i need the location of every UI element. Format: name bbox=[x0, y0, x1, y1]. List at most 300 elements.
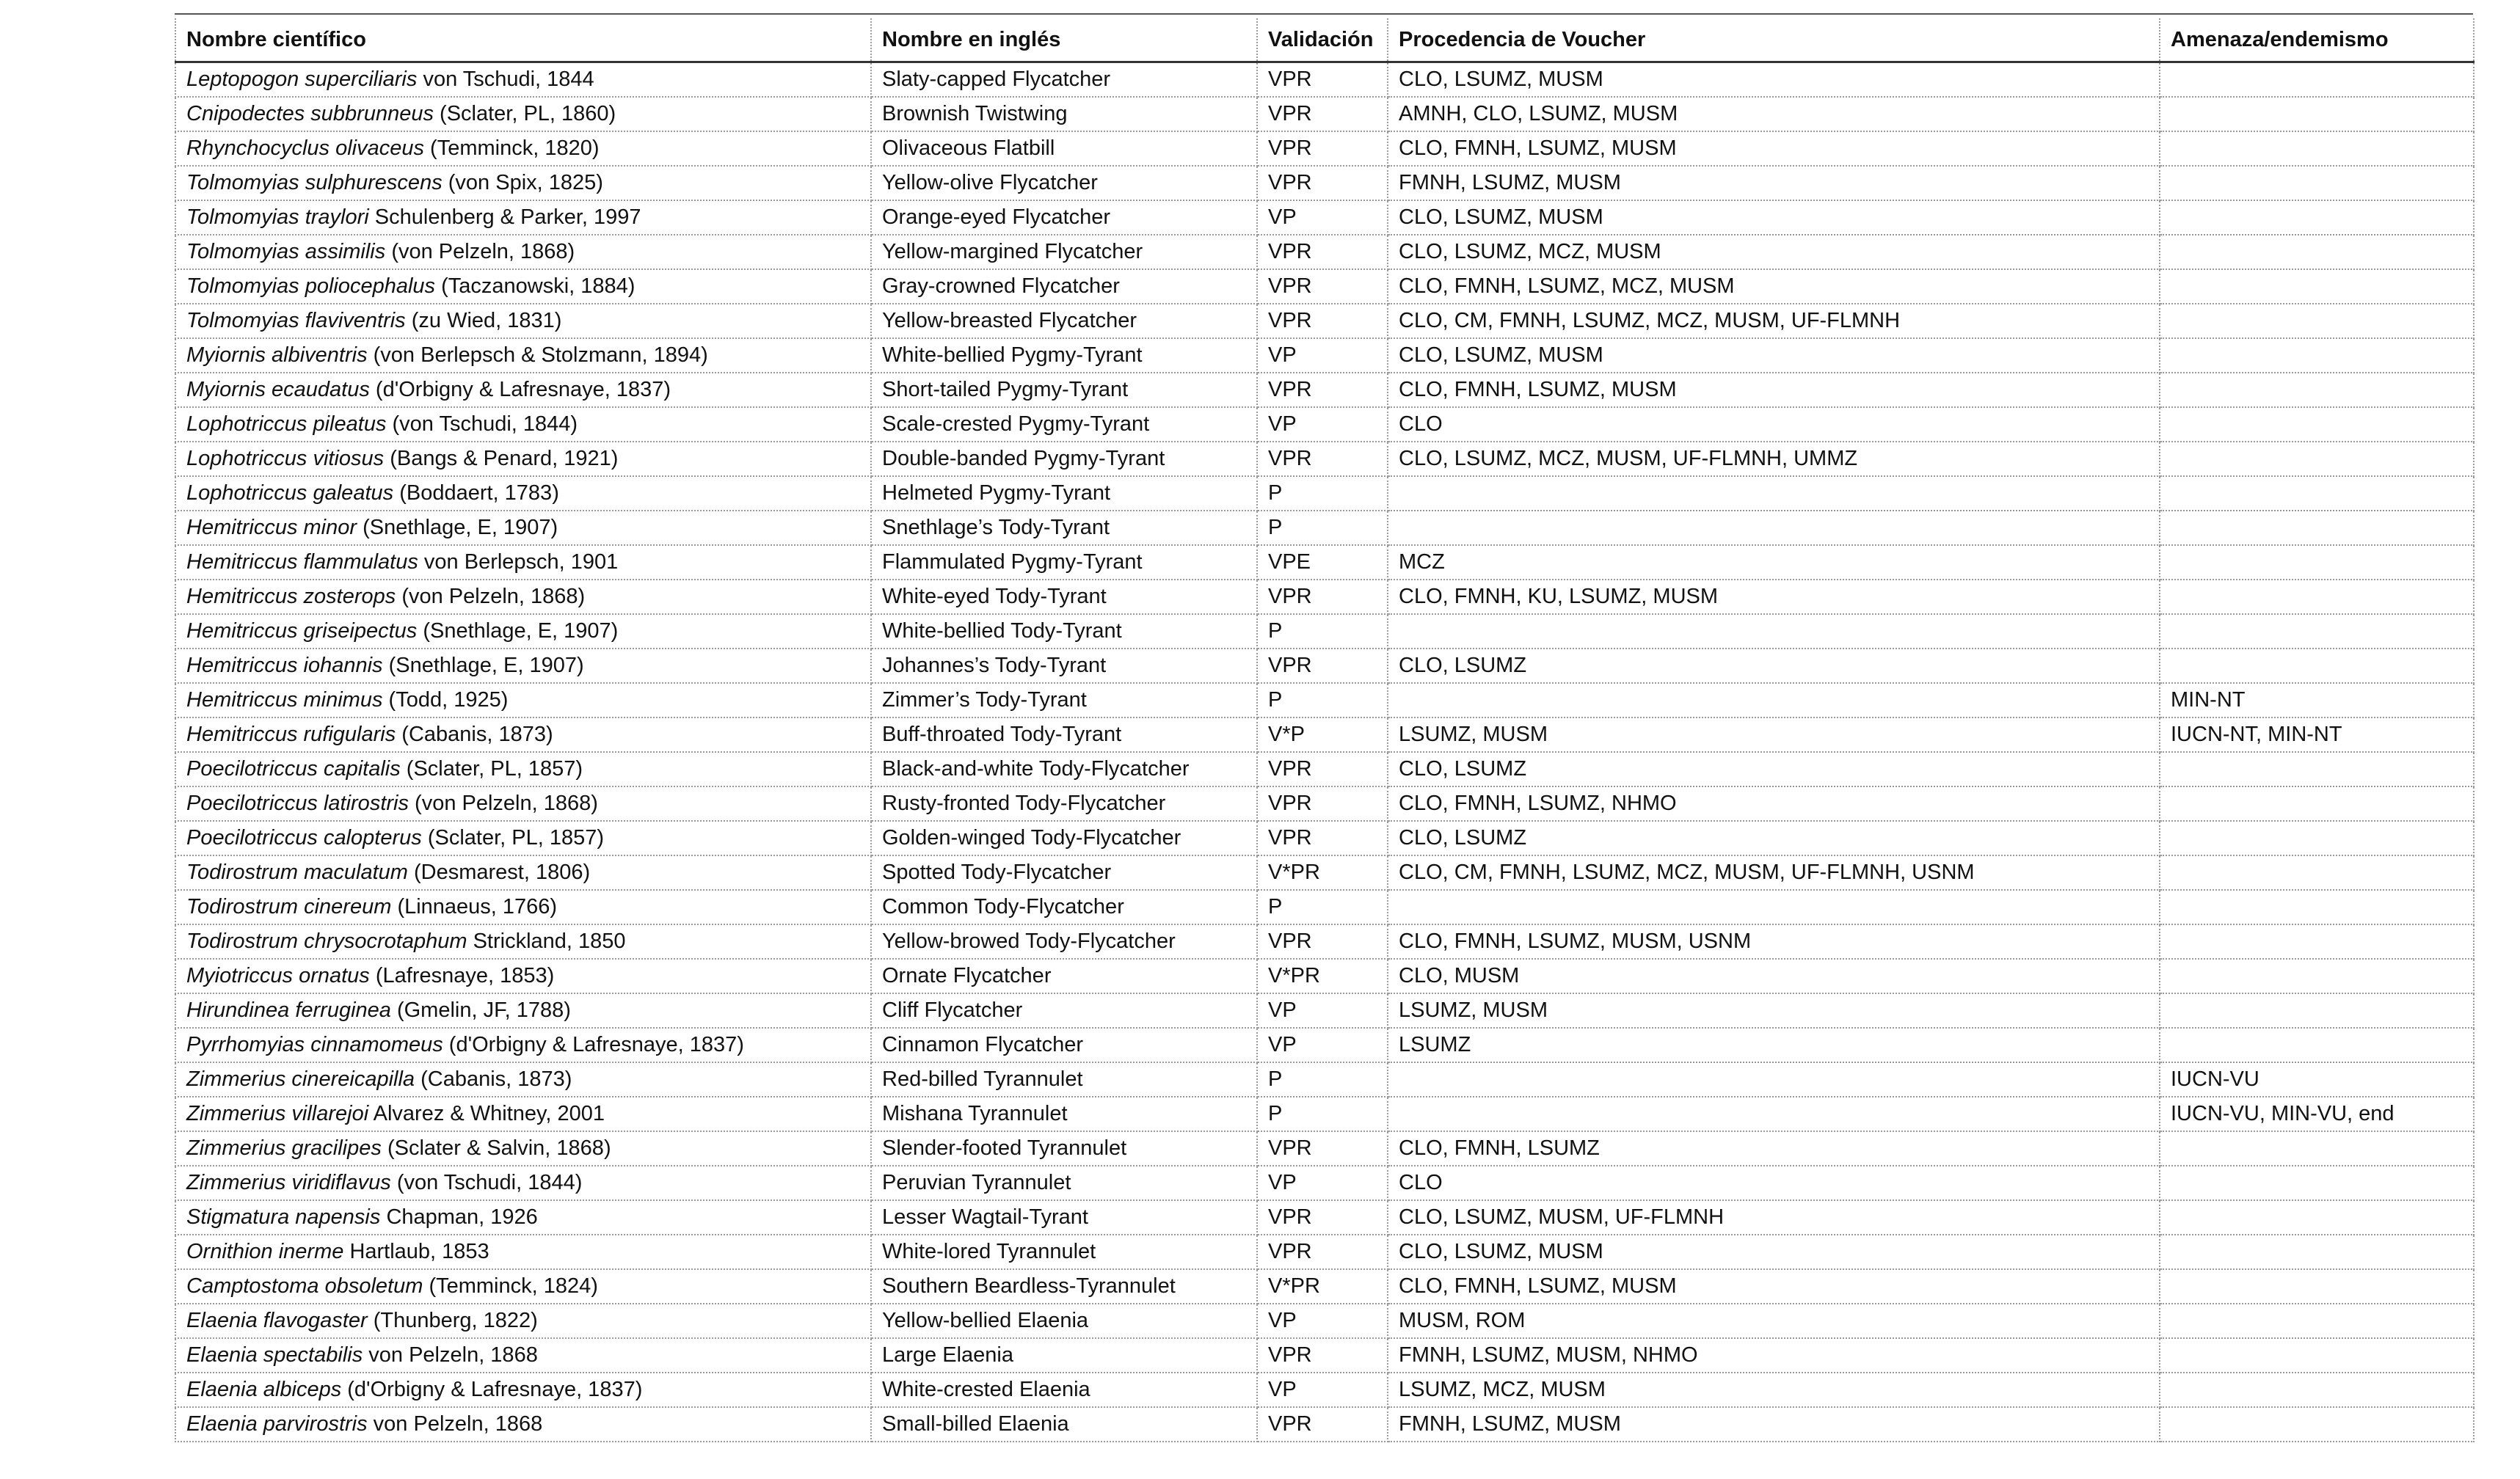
threat-cell bbox=[2160, 338, 2474, 373]
voucher-cell: CLO, LSUMZ bbox=[1388, 649, 2160, 683]
english-name-cell: Flammulated Pygmy-Tyrant bbox=[871, 545, 1257, 580]
threat-cell: IUCN-VU, MIN-VU, end bbox=[2160, 1097, 2474, 1131]
english-name-cell: Gray-crowned Flycatcher bbox=[871, 269, 1257, 304]
table-row bbox=[175, 855, 2474, 890]
table-row bbox=[175, 821, 2474, 855]
genus-species: Myiornis ecaudatus bbox=[186, 378, 370, 401]
english-name-cell: White-eyed Tody-Tyrant bbox=[871, 580, 1257, 614]
authority: (Sclater, PL, 1857) bbox=[406, 757, 583, 781]
threat-cell: IUCN-NT, MIN-NT bbox=[2160, 717, 2474, 752]
threat-cell bbox=[2160, 959, 2474, 993]
scientific-name-cell bbox=[175, 1097, 871, 1131]
validation-cell: VPR bbox=[1257, 649, 1388, 683]
voucher-cell: FMNH, LSUMZ, MUSM bbox=[1388, 166, 2160, 200]
validation-cell: P bbox=[1257, 511, 1388, 545]
threat-cell bbox=[2160, 166, 2474, 200]
scientific-name-cell bbox=[175, 407, 871, 442]
threat-cell bbox=[2160, 1304, 2474, 1338]
table-row bbox=[175, 649, 2474, 683]
table-row bbox=[175, 511, 2474, 545]
validation-cell: V*PR bbox=[1257, 855, 1388, 890]
scientific-name-cell bbox=[175, 338, 871, 373]
genus-species: Todirostrum chrysocrotaphum bbox=[186, 930, 467, 953]
validation-cell: P bbox=[1257, 683, 1388, 717]
scientific-name-cell bbox=[175, 269, 871, 304]
threat-cell bbox=[2160, 614, 2474, 649]
validation-cell: VPR bbox=[1257, 752, 1388, 786]
table-row bbox=[175, 890, 2474, 924]
genus-species: Tolmomyias sulphurescens bbox=[186, 171, 443, 194]
genus-species: Pyrrhomyias cinnamomeus bbox=[186, 1033, 443, 1056]
authority: von Berlepsch, 1901 bbox=[423, 550, 619, 574]
genus-species: Elaenia spectabilis bbox=[186, 1343, 363, 1367]
english-name-cell: Orange-eyed Flycatcher bbox=[871, 200, 1257, 235]
scientific-name-cell bbox=[175, 752, 871, 786]
english-name-cell: White-bellied Tody-Tyrant bbox=[871, 614, 1257, 649]
species-table-body bbox=[175, 62, 2474, 1442]
genus-species: Elaenia flavogaster bbox=[186, 1309, 368, 1332]
validation-cell: V*PR bbox=[1257, 959, 1388, 993]
voucher-cell: FMNH, LSUMZ, MUSM bbox=[1388, 1407, 2160, 1442]
genus-species: Tolmomyias poliocephalus bbox=[186, 274, 436, 298]
genus-species: Todirostrum cinereum bbox=[186, 895, 392, 919]
scientific-name-cell bbox=[175, 1235, 871, 1269]
validation-cell: VP bbox=[1257, 993, 1388, 1028]
genus-species: Tolmomyias flaviventris bbox=[186, 309, 406, 332]
english-name-cell: Spotted Tody-Flycatcher bbox=[871, 855, 1257, 890]
genus-species: Poecilotriccus latirostris bbox=[186, 792, 409, 815]
table-row bbox=[175, 993, 2474, 1028]
voucher-cell: AMNH, CLO, LSUMZ, MUSM bbox=[1388, 97, 2160, 131]
authority: von Pelzeln, 1868 bbox=[373, 1412, 543, 1436]
threat-cell bbox=[2160, 580, 2474, 614]
authority: (Todd, 1925) bbox=[388, 688, 509, 712]
authority: (Sclater & Salvin, 1868) bbox=[387, 1136, 611, 1160]
threat-cell bbox=[2160, 1338, 2474, 1373]
authority: (Lafresnaye, 1853) bbox=[375, 964, 555, 987]
authority: (von Spix, 1825) bbox=[448, 171, 603, 194]
threat-cell bbox=[2160, 1131, 2474, 1166]
table-row bbox=[175, 131, 2474, 166]
validation-cell: VP bbox=[1257, 1304, 1388, 1338]
threat-cell bbox=[2160, 304, 2474, 338]
table-row bbox=[175, 200, 2474, 235]
validation-cell: V*PR bbox=[1257, 1269, 1388, 1304]
validation-cell: VPR bbox=[1257, 235, 1388, 269]
validation-cell: VP bbox=[1257, 338, 1388, 373]
validation-cell: VPR bbox=[1257, 269, 1388, 304]
authority: (Desmarest, 1806) bbox=[414, 861, 591, 884]
voucher-cell: CLO, FMNH, KU, LSUMZ, MUSM bbox=[1388, 580, 2160, 614]
voucher-cell: CLO, CM, FMNH, LSUMZ, MCZ, MUSM, UF-FLMNH, USNM bbox=[1388, 855, 2160, 890]
validation-cell: VPR bbox=[1257, 97, 1388, 131]
table-row bbox=[175, 373, 2474, 407]
validation-cell: VP bbox=[1257, 1373, 1388, 1407]
genus-species: Lophotriccus galeatus bbox=[186, 481, 394, 505]
table-row bbox=[175, 1097, 2474, 1131]
english-name-cell: Brownish Twistwing bbox=[871, 97, 1257, 131]
validation-cell: VPR bbox=[1257, 1235, 1388, 1269]
genus-species: Rhynchocyclus olivaceus bbox=[186, 136, 424, 160]
genus-species: Hemitriccus rufigularis bbox=[186, 723, 396, 746]
scientific-name-cell bbox=[175, 545, 871, 580]
validation-cell: VP bbox=[1257, 407, 1388, 442]
table-row bbox=[175, 1338, 2474, 1373]
scientific-name-cell bbox=[175, 1131, 871, 1166]
english-name-cell: Scale-crested Pygmy-Tyrant bbox=[871, 407, 1257, 442]
genus-species: Poecilotriccus calopterus bbox=[186, 826, 422, 850]
scientific-name-cell bbox=[175, 1062, 871, 1097]
scientific-name-cell bbox=[175, 1407, 871, 1442]
threat-cell bbox=[2160, 97, 2474, 131]
header-scientific-name: Nombre científico bbox=[175, 18, 871, 62]
scientific-name-cell bbox=[175, 649, 871, 683]
genus-species: Zimmerius villarejoi bbox=[186, 1102, 369, 1125]
validation-cell: P bbox=[1257, 1097, 1388, 1131]
table-row bbox=[175, 442, 2474, 476]
threat-cell bbox=[2160, 649, 2474, 683]
voucher-cell bbox=[1388, 683, 2160, 717]
english-name-cell: Black-and-white Tody-Flycatcher bbox=[871, 752, 1257, 786]
authority: (Linnaeus, 1766) bbox=[397, 895, 558, 919]
authority: (zu Wied, 1831) bbox=[411, 309, 562, 332]
voucher-cell: CLO, FMNH, LSUMZ, MCZ, MUSM bbox=[1388, 269, 2160, 304]
validation-cell: VPR bbox=[1257, 166, 1388, 200]
threat-cell bbox=[2160, 131, 2474, 166]
english-name-cell: Golden-winged Tody-Flycatcher bbox=[871, 821, 1257, 855]
scientific-name-cell bbox=[175, 97, 871, 131]
voucher-cell: CLO bbox=[1388, 1166, 2160, 1200]
authority: (Temminck, 1824) bbox=[429, 1274, 598, 1298]
threat-cell bbox=[2160, 235, 2474, 269]
authority: (von Tschudi, 1844) bbox=[396, 1171, 583, 1194]
voucher-cell bbox=[1388, 1097, 2160, 1131]
table-row bbox=[175, 752, 2474, 786]
scientific-name-cell bbox=[175, 1373, 871, 1407]
genus-species: Ornithion inerme bbox=[186, 1240, 344, 1263]
scientific-name-cell bbox=[175, 1304, 871, 1338]
authority: von Pelzeln, 1868 bbox=[368, 1343, 538, 1367]
table-row bbox=[175, 786, 2474, 821]
validation-cell: VP bbox=[1257, 200, 1388, 235]
authority: (von Pelzeln, 1868) bbox=[401, 585, 586, 608]
authority: Chapman, 1926 bbox=[386, 1205, 538, 1229]
threat-cell bbox=[2160, 1200, 2474, 1235]
voucher-cell: CLO, LSUMZ, MUSM, UF-FLMNH bbox=[1388, 1200, 2160, 1235]
scientific-name-cell bbox=[175, 235, 871, 269]
english-name-cell: White-lored Tyrannulet bbox=[871, 1235, 1257, 1269]
table-row bbox=[175, 1166, 2474, 1200]
scientific-name-cell bbox=[175, 166, 871, 200]
authority: (d'Orbigny & Lafresnaye, 1837) bbox=[375, 378, 671, 401]
authority: Hartlaub, 1853 bbox=[349, 1240, 489, 1263]
threat-cell bbox=[2160, 855, 2474, 890]
scientific-name-cell bbox=[175, 821, 871, 855]
validation-cell: VPR bbox=[1257, 373, 1388, 407]
voucher-cell: CLO, MUSM bbox=[1388, 959, 2160, 993]
header-validation: Validación bbox=[1257, 18, 1388, 62]
validation-cell: VPR bbox=[1257, 62, 1388, 98]
table-row bbox=[175, 1062, 2474, 1097]
voucher-cell: CLO, LSUMZ, MUSM bbox=[1388, 338, 2160, 373]
genus-species: Zimmerius cinereicapilla bbox=[186, 1067, 415, 1091]
scientific-name-cell bbox=[175, 1269, 871, 1304]
threat-cell bbox=[2160, 200, 2474, 235]
genus-species: Zimmerius viridiflavus bbox=[186, 1171, 391, 1194]
validation-cell: VP bbox=[1257, 1028, 1388, 1062]
scientific-name-cell bbox=[175, 580, 871, 614]
table-row bbox=[175, 235, 2474, 269]
top-rule bbox=[175, 13, 2473, 15]
voucher-cell: CLO, LSUMZ, MUSM bbox=[1388, 62, 2160, 98]
genus-species: Tolmomyias traylori bbox=[186, 205, 369, 229]
threat-cell bbox=[2160, 924, 2474, 959]
authority: (von Berlepsch & Stolzmann, 1894) bbox=[373, 343, 708, 367]
voucher-cell: CLO, LSUMZ bbox=[1388, 821, 2160, 855]
voucher-cell: LSUMZ bbox=[1388, 1028, 2160, 1062]
table-row bbox=[175, 476, 2474, 511]
scientific-name-cell bbox=[175, 1166, 871, 1200]
genus-species: Stigmatura napensis bbox=[186, 1205, 381, 1229]
authority: (Taczanowski, 1884) bbox=[441, 274, 636, 298]
voucher-cell bbox=[1388, 1062, 2160, 1097]
voucher-cell: CLO, LSUMZ, MCZ, MUSM bbox=[1388, 235, 2160, 269]
genus-species: Camptostoma obsoletum bbox=[186, 1274, 423, 1298]
english-name-cell: Zimmer’s Tody-Tyrant bbox=[871, 683, 1257, 717]
threat-cell bbox=[2160, 511, 2474, 545]
english-name-cell: Yellow-margined Flycatcher bbox=[871, 235, 1257, 269]
validation-cell: P bbox=[1257, 614, 1388, 649]
table-row bbox=[175, 1269, 2474, 1304]
english-name-cell: Snethlage’s Tody-Tyrant bbox=[871, 511, 1257, 545]
scientific-name-cell bbox=[175, 304, 871, 338]
table-row bbox=[175, 959, 2474, 993]
table-row bbox=[175, 545, 2474, 580]
english-name-cell: Common Tody-Flycatcher bbox=[871, 890, 1257, 924]
threat-cell bbox=[2160, 476, 2474, 511]
scientific-name-cell bbox=[175, 1028, 871, 1062]
authority: (Bangs & Penard, 1921) bbox=[390, 447, 619, 470]
authority: (Boddaert, 1783) bbox=[399, 481, 559, 505]
genus-species: Cnipodectes subbrunneus bbox=[186, 102, 434, 125]
english-name-cell: White-bellied Pygmy-Tyrant bbox=[871, 338, 1257, 373]
english-name-cell: Helmeted Pygmy-Tyrant bbox=[871, 476, 1257, 511]
voucher-cell bbox=[1388, 614, 2160, 649]
genus-species: Hemitriccus minor bbox=[186, 516, 357, 539]
voucher-cell: CLO, FMNH, LSUMZ, MUSM bbox=[1388, 1269, 2160, 1304]
threat-cell bbox=[2160, 407, 2474, 442]
voucher-cell: FMNH, LSUMZ, MUSM, NHMO bbox=[1388, 1338, 2160, 1373]
table-row bbox=[175, 924, 2474, 959]
threat-cell bbox=[2160, 786, 2474, 821]
scientific-name-cell bbox=[175, 511, 871, 545]
validation-cell: VP bbox=[1257, 1166, 1388, 1200]
header-voucher-origin: Procedencia de Voucher bbox=[1388, 18, 2160, 62]
validation-cell: VPR bbox=[1257, 131, 1388, 166]
threat-cell bbox=[2160, 269, 2474, 304]
authority: (Cabanis, 1873) bbox=[401, 723, 553, 746]
genus-species: Hemitriccus minimus bbox=[186, 688, 383, 712]
authority: (Cabanis, 1873) bbox=[420, 1067, 572, 1091]
validation-cell: VPR bbox=[1257, 821, 1388, 855]
genus-species: Hemitriccus iohannis bbox=[186, 654, 383, 677]
species-table bbox=[175, 18, 2475, 1442]
voucher-cell: CLO, FMNH, LSUMZ, MUSM bbox=[1388, 373, 2160, 407]
threat-cell: IUCN-VU bbox=[2160, 1062, 2474, 1097]
validation-cell: VPR bbox=[1257, 1200, 1388, 1235]
threat-cell bbox=[2160, 1373, 2474, 1407]
scientific-name-cell bbox=[175, 855, 871, 890]
validation-cell: VPR bbox=[1257, 1338, 1388, 1373]
table-row bbox=[175, 683, 2474, 717]
voucher-cell: CLO, FMNH, LSUMZ, MUSM, USNM bbox=[1388, 924, 2160, 959]
authority: (Snethlage, E, 1907) bbox=[423, 619, 619, 643]
genus-species: Lophotriccus vitiosus bbox=[186, 447, 385, 470]
threat-cell bbox=[2160, 1235, 2474, 1269]
authority: (Sclater, PL, 1857) bbox=[427, 826, 605, 850]
scientific-name-cell bbox=[175, 717, 871, 752]
genus-species: Elaenia albiceps bbox=[186, 1378, 342, 1401]
scientific-name-cell bbox=[175, 62, 871, 98]
english-name-cell: Rusty-fronted Tody-Flycatcher bbox=[871, 786, 1257, 821]
table-row bbox=[175, 407, 2474, 442]
english-name-cell: White-crested Elaenia bbox=[871, 1373, 1257, 1407]
scientific-name-cell bbox=[175, 614, 871, 649]
scientific-name-cell bbox=[175, 131, 871, 166]
genus-species: Myiornis albiventris bbox=[186, 343, 368, 367]
genus-species: Tolmomyias assimilis bbox=[186, 240, 386, 263]
table-row bbox=[175, 304, 2474, 338]
scientific-name-cell bbox=[175, 442, 871, 476]
genus-species: Lophotriccus pileatus bbox=[186, 412, 387, 436]
threat-cell bbox=[2160, 821, 2474, 855]
english-name-cell: Johannes’s Tody-Tyrant bbox=[871, 649, 1257, 683]
threat-cell bbox=[2160, 890, 2474, 924]
genus-species: Todirostrum maculatum bbox=[186, 861, 408, 884]
voucher-cell: CLO, FMNH, LSUMZ, NHMO bbox=[1388, 786, 2160, 821]
english-name-cell: Yellow-breasted Flycatcher bbox=[871, 304, 1257, 338]
scientific-name-cell bbox=[175, 993, 871, 1028]
scientific-name-cell bbox=[175, 476, 871, 511]
english-name-cell: Ornate Flycatcher bbox=[871, 959, 1257, 993]
genus-species: Hirundinea ferruginea bbox=[186, 998, 391, 1022]
genus-species: Hemitriccus zosterops bbox=[186, 585, 396, 608]
voucher-cell: MCZ bbox=[1388, 545, 2160, 580]
validation-cell: VPR bbox=[1257, 580, 1388, 614]
header-row bbox=[175, 18, 2474, 62]
voucher-cell bbox=[1388, 476, 2160, 511]
threat-cell bbox=[2160, 1269, 2474, 1304]
scientific-name-cell bbox=[175, 373, 871, 407]
genus-species: Leptopogon superciliaris bbox=[186, 67, 418, 91]
table-row bbox=[175, 1304, 2474, 1338]
table-row bbox=[175, 717, 2474, 752]
validation-cell: P bbox=[1257, 476, 1388, 511]
table-row bbox=[175, 1200, 2474, 1235]
voucher-cell: MUSM, ROM bbox=[1388, 1304, 2160, 1338]
english-name-cell: Red-billed Tyrannulet bbox=[871, 1062, 1257, 1097]
header-english-name: Nombre en inglés bbox=[871, 18, 1257, 62]
english-name-cell: Mishana Tyrannulet bbox=[871, 1097, 1257, 1131]
validation-cell: VPR bbox=[1257, 1407, 1388, 1442]
voucher-cell: CLO, CM, FMNH, LSUMZ, MCZ, MUSM, UF-FLMNH bbox=[1388, 304, 2160, 338]
threat-cell bbox=[2160, 752, 2474, 786]
threat-cell bbox=[2160, 442, 2474, 476]
table-row bbox=[175, 1407, 2474, 1442]
voucher-cell: CLO, LSUMZ, MCZ, MUSM, UF-FLMNH, UMMZ bbox=[1388, 442, 2160, 476]
scientific-name-cell bbox=[175, 200, 871, 235]
authority: (Thunberg, 1822) bbox=[373, 1309, 538, 1332]
authority: (Snethlage, E, 1907) bbox=[363, 516, 558, 539]
scientific-name-cell bbox=[175, 924, 871, 959]
authority: (von Pelzeln, 1868) bbox=[391, 240, 575, 263]
scientific-name-cell bbox=[175, 1200, 871, 1235]
english-name-cell: Cliff Flycatcher bbox=[871, 993, 1257, 1028]
voucher-cell bbox=[1388, 511, 2160, 545]
threat-cell bbox=[2160, 1407, 2474, 1442]
genus-species: Zimmerius gracilipes bbox=[186, 1136, 382, 1160]
voucher-cell: LSUMZ, MUSM bbox=[1388, 993, 2160, 1028]
voucher-cell: CLO, FMNH, LSUMZ bbox=[1388, 1131, 2160, 1166]
authority: (von Tschudi, 1844) bbox=[392, 412, 578, 436]
authority: (d'Orbigny & Lafresnaye, 1837) bbox=[347, 1378, 643, 1401]
table-row bbox=[175, 338, 2474, 373]
validation-cell: VPR bbox=[1257, 786, 1388, 821]
english-name-cell: Buff-throated Tody-Tyrant bbox=[871, 717, 1257, 752]
english-name-cell: Yellow-bellied Elaenia bbox=[871, 1304, 1257, 1338]
english-name-cell: Cinnamon Flycatcher bbox=[871, 1028, 1257, 1062]
english-name-cell: Slender-footed Tyrannulet bbox=[871, 1131, 1257, 1166]
voucher-cell: CLO, FMNH, LSUMZ, MUSM bbox=[1388, 131, 2160, 166]
voucher-cell: LSUMZ, MCZ, MUSM bbox=[1388, 1373, 2160, 1407]
threat-cell bbox=[2160, 1028, 2474, 1062]
english-name-cell: Double-banded Pygmy-Tyrant bbox=[871, 442, 1257, 476]
table-row bbox=[175, 614, 2474, 649]
threat-cell bbox=[2160, 545, 2474, 580]
threat-cell bbox=[2160, 993, 2474, 1028]
english-name-cell: Peruvian Tyrannulet bbox=[871, 1166, 1257, 1200]
threat-cell bbox=[2160, 373, 2474, 407]
threat-cell bbox=[2160, 62, 2474, 98]
authority: Alvarez & Whitney, 2001 bbox=[373, 1102, 605, 1125]
table-row bbox=[175, 1235, 2474, 1269]
table-row bbox=[175, 1131, 2474, 1166]
voucher-cell bbox=[1388, 890, 2160, 924]
scientific-name-cell bbox=[175, 786, 871, 821]
genus-species: Elaenia parvirostris bbox=[186, 1412, 368, 1436]
scientific-name-cell bbox=[175, 1338, 871, 1373]
english-name-cell: Lesser Wagtail-Tyrant bbox=[871, 1200, 1257, 1235]
voucher-cell: CLO, LSUMZ bbox=[1388, 752, 2160, 786]
genus-species: Poecilotriccus capitalis bbox=[186, 757, 401, 781]
threat-cell bbox=[2160, 1166, 2474, 1200]
authority: (Snethlage, E, 1907) bbox=[388, 654, 584, 677]
english-name-cell: Small-billed Elaenia bbox=[871, 1407, 1257, 1442]
validation-cell: VPR bbox=[1257, 442, 1388, 476]
authority: Schulenberg & Parker, 1997 bbox=[374, 205, 641, 229]
authority: von Tschudi, 1844 bbox=[423, 67, 594, 91]
table-row bbox=[175, 1373, 2474, 1407]
voucher-cell: CLO bbox=[1388, 407, 2160, 442]
english-name-cell: Southern Beardless-Tyrannulet bbox=[871, 1269, 1257, 1304]
english-name-cell: Short-tailed Pygmy-Tyrant bbox=[871, 373, 1257, 407]
genus-species: Hemitriccus flammulatus bbox=[186, 550, 418, 574]
genus-species: Myiotriccus ornatus bbox=[186, 964, 370, 987]
authority: (Temminck, 1820) bbox=[430, 136, 600, 160]
validation-cell: V*P bbox=[1257, 717, 1388, 752]
table-row bbox=[175, 1028, 2474, 1062]
authority: Strickland, 1850 bbox=[473, 930, 626, 953]
